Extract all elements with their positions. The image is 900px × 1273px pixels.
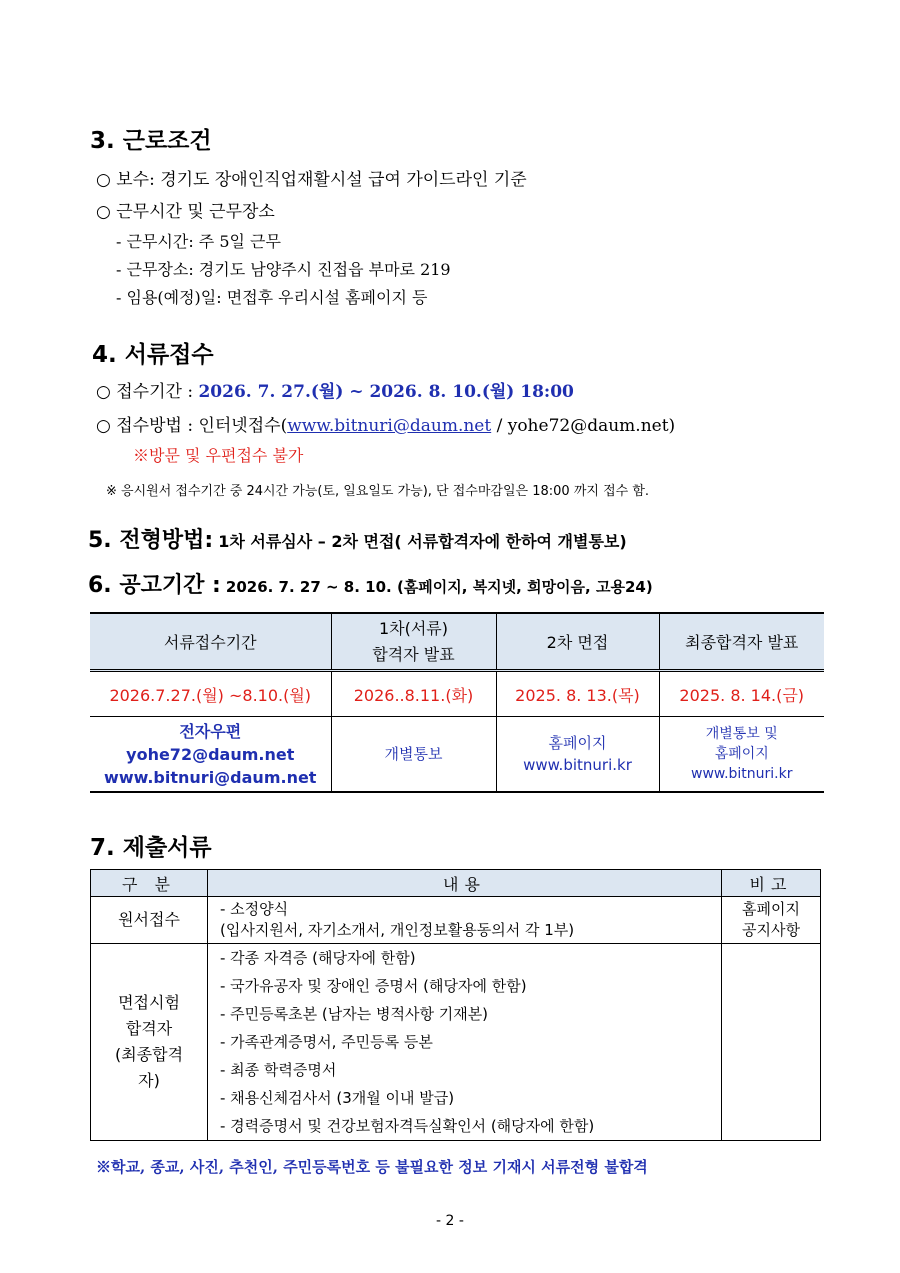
list-item: - 채용신체검사서 (3개월 이내 발급) — [220, 1089, 455, 1107]
method-label: ○ 접수방법 : 인터넷접수( — [96, 416, 288, 436]
documents-row — [91, 944, 821, 1141]
row-note — [722, 944, 821, 1141]
email-label: 전자우편 — [179, 721, 242, 741]
work-hours: - 근무시간: 주 5일 근무 — [116, 232, 281, 251]
email-address-2: www.bitnuri@daum.net — [104, 767, 317, 787]
header-first-round: 1차(서류) — [378, 618, 449, 638]
schedule-table — [90, 612, 824, 793]
appointment-date: - 임용(예정)일: 면접후 우리시설 홈페이지 등 — [116, 288, 428, 307]
documents-header-row — [91, 870, 821, 897]
section-4-title: 4. 서류접수 — [92, 342, 214, 368]
schedule-info-cell — [90, 717, 331, 793]
schedule-header-cell: 서류접수기간 — [90, 613, 331, 671]
documents-header-cell: 내용 — [208, 870, 722, 897]
no-visit-notice: ※방문 및 우편접수 불가 — [133, 446, 304, 465]
section-5-value: 1차 서류심사 – 2차 면접( 서류합격자에 한하여 개별통보) — [218, 532, 627, 551]
work-place: - 근무장소: 경기도 남양주시 진접읍 부마로 219 — [116, 260, 451, 279]
row-label-line: 면접시험 — [118, 993, 180, 1012]
list-item: - 국가유공자 및 장애인 증명서 (해당자에 한함) — [220, 977, 527, 995]
period-line — [96, 377, 574, 402]
schedule-date-cell: 2025. 8. 14.(금) — [659, 671, 824, 717]
row-items — [208, 944, 722, 1141]
documents-header-cell: 비고 — [722, 870, 821, 897]
row-items — [208, 897, 722, 944]
work-line: ○ 근무시간 및 근무장소 — [96, 202, 275, 222]
schedule-header-cell — [331, 613, 496, 671]
header-first-round-result: 합격자 발표 — [372, 644, 455, 664]
section-7-title: 7. 제출서류 — [90, 835, 212, 861]
row-label-line: 자) — [138, 1071, 160, 1090]
list-item: - 각종 자격증 (해당자에 한함) — [220, 949, 416, 967]
schedule-header-cell: 최종합격자 발표 — [659, 613, 824, 671]
final-homepage-url: www.bitnuri.kr — [691, 766, 793, 782]
section-6-value: 2026. 7. 27 ~ 8. 10. (홈페이지, 복지넷, 희망이음, 고용24) — [225, 578, 653, 596]
section-5-line — [88, 523, 627, 554]
email-address: yohe72@daum.net — [126, 744, 295, 764]
row-label: 원서접수 — [91, 897, 208, 944]
row-note — [722, 897, 821, 944]
schedule-info-cell — [496, 717, 659, 793]
list-item: - 최종 학력증명서 — [220, 1061, 337, 1079]
schedule-header-row — [90, 613, 824, 671]
list-item: (입사지원서, 자기소개서, 개인정보활용동의서 각 1부) — [220, 921, 575, 939]
note-line: 홈페이지 — [742, 900, 800, 918]
homepage-url: www.bitnuri.kr — [523, 756, 632, 774]
period-label: ○ 접수기간 : — [96, 382, 194, 402]
disqualification-notice: ※학교, 종교, 사진, 추천인, 주민등록번호 등 불필요한 정보 기재시 서류전형 불합격 — [96, 1158, 648, 1176]
period-value: 2026. 7. 27.(월) ~ 2026. 8. 10.(월) 18:00 — [198, 382, 574, 402]
method-email-link[interactable]: www.bitnuri@daum.net — [287, 416, 492, 436]
section-5-title: 5. 전형방법: — [88, 528, 214, 553]
schedule-date-cell: 2026..8.11.(화) — [331, 671, 496, 717]
final-homepage-label: 홈페이지 — [714, 746, 769, 762]
section-3-title: 3. 근로조건 — [90, 128, 212, 154]
schedule-info-row — [90, 717, 824, 793]
method-rest: / yohe72@daum.net) — [491, 416, 676, 436]
final-notice-label: 개별통보 및 — [705, 726, 778, 742]
documents-row — [91, 897, 821, 944]
section-6-title: 6. 공고기간 : — [88, 573, 221, 598]
note-line: 공지사항 — [742, 921, 800, 939]
row-label-line: (최종합격 — [114, 1045, 184, 1064]
page-number: - 2 - — [436, 1213, 464, 1229]
row-label — [91, 944, 208, 1141]
documents-table — [90, 869, 821, 1141]
schedule-date-cell: 2025. 8. 13.(목) — [496, 671, 659, 717]
homepage-label: 홈페이지 — [548, 734, 607, 752]
schedule-dates-row — [90, 671, 824, 717]
section-6-line — [88, 568, 653, 599]
list-item: - 가족관계증명서, 주민등록 등본 — [220, 1033, 433, 1051]
schedule-date-cell: 2026.7.27.(월) ~8.10.(월) — [90, 671, 331, 717]
pay-line: ○ 보수: 경기도 장애인직업재활시설 급여 가이드라인 기준 — [96, 170, 527, 190]
documents-header-cell: 구 분 — [91, 870, 208, 897]
method-line — [96, 411, 675, 436]
schedule-info-cell: 개별통보 — [331, 717, 496, 793]
schedule-info-cell — [659, 717, 824, 793]
list-item: - 경력증명서 및 건강보험자격득실확인서 (해당자에 한함) — [220, 1117, 595, 1135]
list-item: - 주민등록초본 (남자는 병적사항 기재본) — [220, 1005, 489, 1023]
row-label-line: 합격자 — [125, 1019, 173, 1038]
list-item: - 소정양식 — [220, 900, 289, 918]
schedule-header-cell: 2차 면접 — [496, 613, 659, 671]
application-note: ※ 응시원서 접수기간 중 24시간 가능(토, 일요일도 가능), 단 접수마감일은 18:00 까지 접수 함. — [106, 484, 650, 499]
